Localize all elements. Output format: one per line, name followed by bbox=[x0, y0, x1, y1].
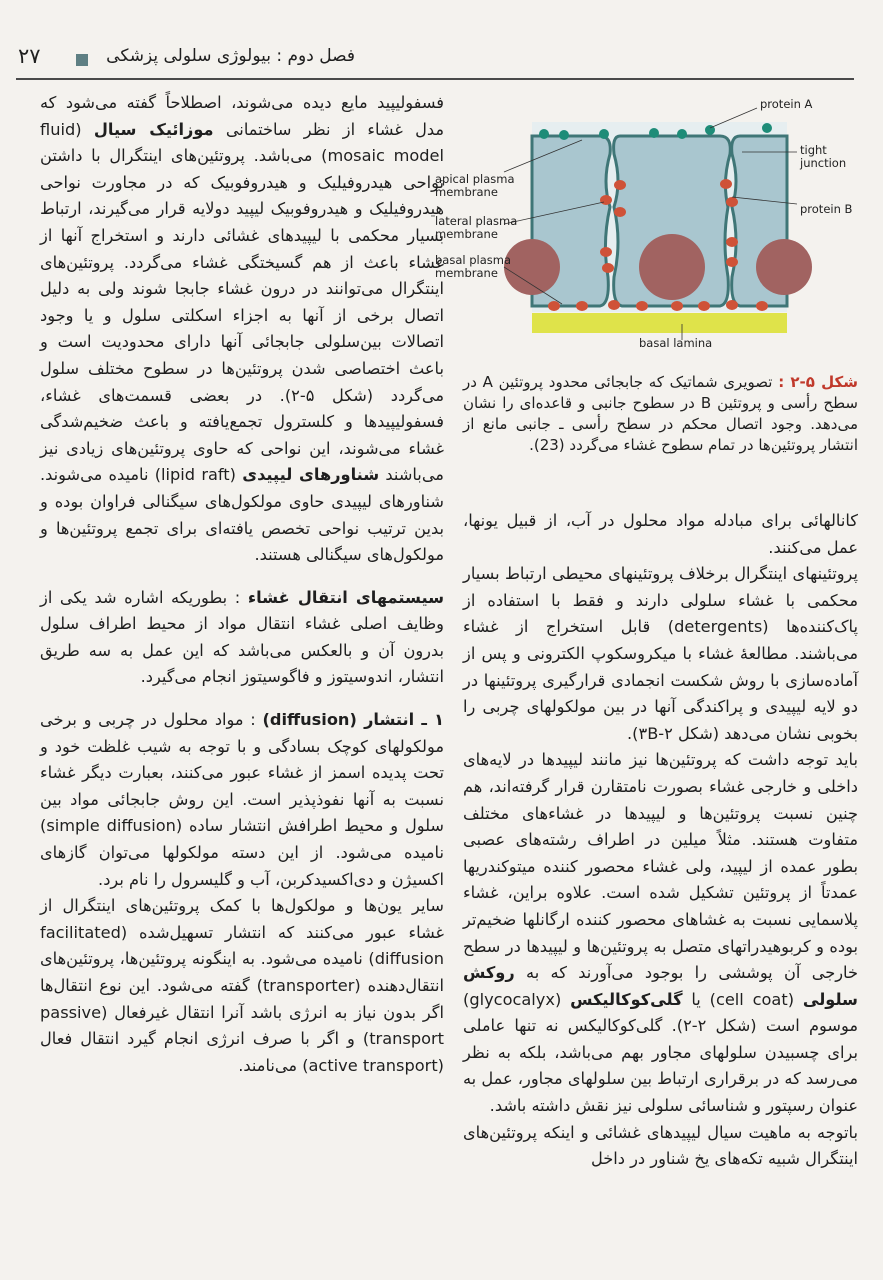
text-run: (glycocalyx) موسوم است (شکل ۲-۲). گلی‌کوکالیکس نه تنها عاملی برای چسبیدن سلولهای مجاور بهم می‌باشد، بلکه به نظر می‌رسد که در برقراری ارتباط بین سلولهای مجاور، عمل به عنوان رسپتور و شناسائی سلولی نیز نقش داشته باشد. bbox=[463, 989, 858, 1116]
label-apical-membrane: apical plasma membrane bbox=[435, 172, 515, 199]
nucleus-middle bbox=[639, 234, 705, 300]
protein-a bbox=[539, 129, 549, 139]
page-number: ۲۷ bbox=[18, 44, 41, 68]
basal-lamina bbox=[532, 313, 787, 333]
left-column bbox=[40, 90, 444, 1079]
paragraph bbox=[463, 747, 858, 1119]
nucleus-left bbox=[504, 239, 560, 295]
label-tight-junction: tight junction bbox=[800, 143, 847, 170]
protein-a bbox=[762, 123, 772, 133]
text-run: (fluid mosaic model) می‌باشد. پروتئین‌های اینتگرال با داشتن نواحی هیدروفیلیک و هیدروفوبیک که در مجاورت نواحی هیدروفیلیک و هیدروفوبیک لیپید دولایه قرار می‌گیرند، ارتباط بسیار محکمی با لیپیدهای غشائی دارند و استخراج آنها از غشاء باعث از هم گسیختگی غشاء می‌گردد. پروتئین‌های اینتگرال می‌توانند در درون غشاء جابجا شوند ولی به دلیل اتصال برخی از آنها به اجزاء اسکلتی سلول و یا وجود اتصالات بین‌سلولی جابجائی آنها دارای محدودیت است و باعث اختصاصی شدن پروتئین‌ها در سطوح مختلف سلول می‌گردد (شکل ۵-۲). در بعضی قسمت‌های غشاء، فسفولیپیدها و کلسترول تجمع‌یافته و باعث ضخیم‌شدگی غشاء می‌شوند، این نواحی که حاوی پروتئین‌های زیادی نیز می‌باشند bbox=[40, 119, 445, 485]
protein-a bbox=[677, 129, 687, 139]
protein-b bbox=[636, 301, 648, 311]
text-run: (cell coat) یا bbox=[682, 989, 803, 1009]
paragraph: پروتئینهای اینتگرال برخلاف پروتئینهای محیطی ارتباط بسیار محکمی با غشاء سلولی دارند و فقط با استفاده از پاک‌کننده‌ها (detergents) قابل استخراج از غشاء می‌باشند. مطالعهٔ غشاء با میکروسکوپ الکترونی و پس از آماده‌سازی با روش شکست انجمادی قرارگیری پروتئینها در دو لایه لیپیدی و پراکندگی آنها در بین مولکولهای چربی را بخوبی نشان می‌دهد (شکل ۳B-۲). bbox=[463, 564, 858, 743]
protein-b bbox=[726, 257, 738, 267]
figure-epithelial-cells bbox=[432, 92, 862, 354]
protein-b bbox=[726, 237, 738, 247]
protein-b bbox=[698, 301, 710, 311]
section-title-transport: سیستمهای انتقال غشاء bbox=[247, 587, 444, 607]
protein-a bbox=[599, 129, 609, 139]
text-run: باید توجه داشت که پروتئین‌ها نیز مانند لیپیدها در لایه‌های داخلی و خارجی غشاء بصورت نامتقارن قرار گرفته‌اند، هم چنین نسبت پروتئین‌ها و لیپیدها در غشاءهای مختلف متفاوت هستند. مثلاً میلین در اطراف رشته‌های عصبی بطور عمده از لیپید، ولی غشاء محصور کننده میتوکندریها عمدتاً از پروتئین تشکیل شده است. علاوه براین، غشاء پلاسمایی نسبت به غشاهای محصور کننده ارگانلها ضخیم‌تر بوده و کربوهیدراتهای متصل به پروتئین‌ها و لیپیدها در سطح خارجی آن پوششی را بوجود می‌آورند که به bbox=[463, 750, 858, 983]
text-run: : بطوریکه اشاره شد یکی از وظایف اصلی غشاء انتقال مواد از محیط اطراف سلول بدرون آن و بالعکس می‌باشد که این عمل به سه طریق انتشار، اندوسیتوز و فاگوسیتوز انجام می‌گیرد. bbox=[40, 587, 444, 687]
term-lipid-raft: شناورهای لیپیدی bbox=[242, 465, 380, 485]
paragraph bbox=[40, 585, 444, 691]
protein-b bbox=[548, 301, 560, 311]
paragraph: کانالهائی برای مبادله مواد محلول در آب، از قبیل یونها، عمل می‌کنند. bbox=[463, 511, 858, 557]
label-lateral-membrane: lateral plasma membrane bbox=[435, 214, 518, 241]
paragraph: باتوجه به ماهیت سیال لیپیدهای غشائی و اینکه پروتئین‌های اینتگرال شبیه تکه‌های یخ شناور در داخل bbox=[463, 1122, 858, 1169]
text-run: : مواد محلول در چربی و برخی مولکولهای کوچک بسادگی و با توجه به شیب غلظت خود و تحت پدیده اسمز از غشاء عبور می‌کنند، بعبارت دیگر غشاء نسبت به آنها نفوذپذیر است. این روش جابجائی مواد بین سلول و محیط اطرافش انتشار ساده (simple diffusion) نامیده می‌شود. از این دسته مولکولها می‌توان گازهای اکسیژن و دی‌اکسیدکربن، آب و گلیسرول را نام برد. bbox=[40, 710, 444, 889]
protein-b bbox=[726, 197, 738, 207]
protein-b bbox=[600, 247, 612, 257]
label-protein-b: protein B bbox=[800, 202, 853, 216]
protein-b bbox=[756, 301, 768, 311]
figure-caption bbox=[463, 372, 858, 456]
nucleus-right bbox=[756, 239, 812, 295]
protein-b bbox=[614, 207, 626, 217]
label-basal-lamina: basal lamina bbox=[639, 336, 713, 350]
protein-b bbox=[608, 300, 620, 310]
section-title-diffusion: ۱ ـ انتشار bbox=[364, 710, 444, 730]
header-square-icon bbox=[76, 54, 88, 66]
paragraph: سایر یون‌ها و مولکول‌ها با کمک پروتئین‌های اینتگرال از غشاء عبور می‌کنند که انتشار تسهیل‌شده (facilitated diffusion) نامیده می‌شود. به اینگونه پروتئین‌ها، پروتئین‌های انتقال‌دهنده (transporter) گفته می‌شود. این نوع انتقال‌ها اگر بدون نیاز به انرژی باشد آنرا انتقال غیرفعال (passive transport) و اگر با صرف انرژی انجام گیرد انتقال فعال (active transport) می‌نامند. bbox=[40, 896, 444, 1075]
right-column bbox=[463, 508, 858, 1173]
paragraph bbox=[40, 90, 444, 569]
label-basal-membrane: basal plasma membrane bbox=[435, 253, 512, 280]
protein-b bbox=[720, 179, 732, 189]
term-glycocalyx: گلی‌کوکالیکس bbox=[570, 989, 683, 1009]
label-protein-a: protein A bbox=[760, 97, 813, 111]
protein-a bbox=[649, 128, 659, 138]
protein-b bbox=[602, 263, 614, 273]
protein-b bbox=[726, 300, 738, 310]
protein-a bbox=[559, 130, 569, 140]
protein-b bbox=[600, 195, 612, 205]
caption-title: شکل ۵-۲ : bbox=[778, 373, 858, 391]
chapter-title: فصل دوم : بیولوژی سلولی پزشکی bbox=[106, 46, 355, 66]
header-rule bbox=[16, 78, 854, 80]
page-header bbox=[0, 0, 883, 78]
term-cell-coat: روکش سلولی bbox=[463, 963, 858, 1009]
protein-b bbox=[671, 301, 683, 311]
text-run: فسفولیپید مایع دیده می‌شوند، اصطلاحاً گفته می‌شود که مدل غشاء از نظر ساختمانی bbox=[40, 93, 444, 139]
text-run: (lipid raft) نامیده می‌شوند. شناورهای لیپیدی حاوی مولکول‌های سیگنالی فراوان بوده و بدین ترتیب نواحی تخصص یافته‌ای برای تجمع پروتئین‌ها و مولکول‌های سیگنالی هستند. bbox=[40, 465, 444, 565]
term-diffusion: (diffusion) bbox=[262, 710, 365, 730]
caption-text: تصویری شماتیک که جابجائی محدود پروتئین A در سطح رأسی و پروتئین B در سطوح جانبی و قاعده‌ای را نشان می‌دهد. وجود اتصال محکم در سطح رأسی ـ جانبی مانع از انتشار پروتئین‌ها در تمام سطوح غشاء می‌گردد (23). bbox=[463, 373, 858, 454]
protein-b bbox=[614, 180, 626, 190]
term-fluid-mosaic: موزائیک سیال bbox=[93, 119, 214, 139]
paragraph bbox=[40, 707, 444, 893]
protein-b bbox=[576, 301, 588, 311]
